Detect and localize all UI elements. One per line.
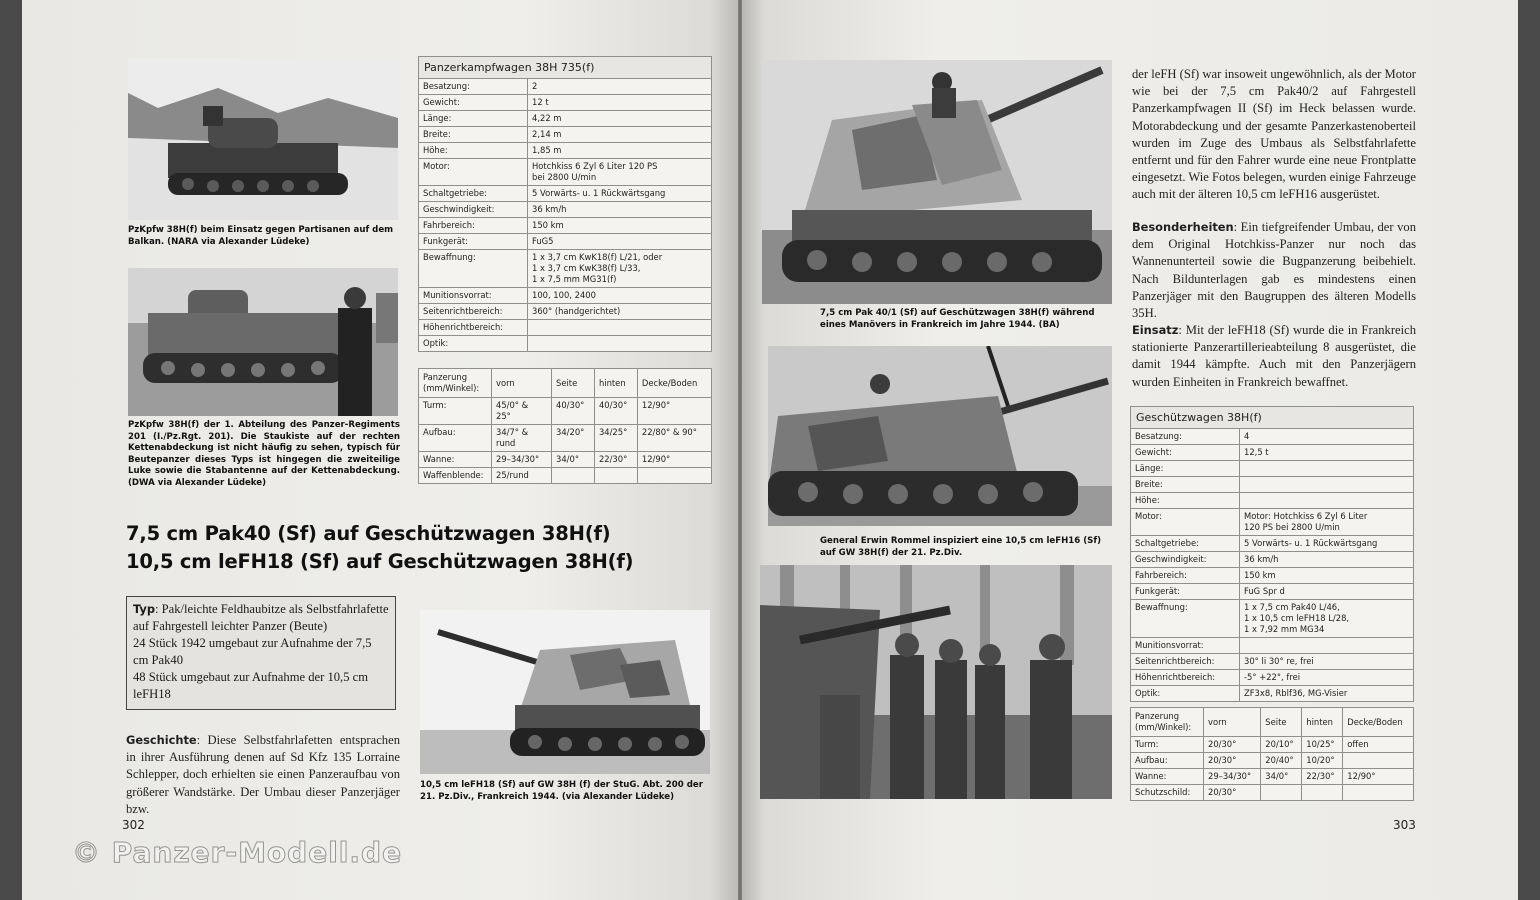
table-row: Waffenblende: 25/rund <box>419 468 712 484</box>
photo-lefh18-spg <box>420 610 710 774</box>
table-row: Geschwindigkeit: 36 km/h <box>1131 552 1414 568</box>
table-row: Aufbau: 34/7° & rund 34/20° 34/25° 22/80° & 90° <box>419 425 712 452</box>
armor-table <box>1130 707 1414 801</box>
right-page <box>742 0 1518 900</box>
photo-caption: 10,5 cm leFH18 (Sf) auf GW 38H (f) der StuG. Abt. 200 der 21. Pz.Div., Frankreich 1944. (via Alexander Lüdeke) <box>420 780 703 802</box>
table-row: Länge: <box>1131 461 1414 477</box>
photo-rommel-inspection <box>768 346 1112 526</box>
table-row: Geschwindigkeit: 36 km/h <box>419 202 712 218</box>
spec-table <box>1130 406 1414 702</box>
table-row: Motor: Motor: Hotchkiss 6 Zyl 6 Liter 120 PS bei 2800 U/min <box>1131 509 1414 536</box>
table-row: Funkgerät: FuG5 <box>419 234 712 250</box>
table-row: Munitionsvorrat: 100, 100, 2400 <box>419 288 712 304</box>
deployment-text: : Mit der leFH18 (Sf) wurde die in Frankreich stationierte Panzerartillerieabteilung 8 ausgerüstet, die damit 1944 kämpfte. Auch mit den Panzerjägern wurden Einheiten in Frankreich bewaffnet. <box>1132 323 1416 389</box>
table-row: Schutzschild: 20/30° <box>1131 785 1414 801</box>
history-label: Geschichte <box>126 733 197 747</box>
deployment-label: Einsatz <box>1132 323 1179 337</box>
table-row: Optik: ZF3x8, Rblf36, MG-Visier <box>1131 686 1414 702</box>
table-row: Besatzung: 2 <box>419 79 712 95</box>
table-row: Schaltgetriebe: 5 Vorwärts- u. 1 Rückwärtsgang <box>419 186 712 202</box>
type-info-box <box>126 596 396 710</box>
watermark: © Panzer-Modell.de <box>72 836 403 869</box>
table-row: Munitionsvorrat: <box>1131 638 1414 654</box>
headline-line-1: 7,5 cm Pak40 (Sf) auf Geschützwagen 38H(f) <box>126 522 611 545</box>
table-row: Besatzung: 4 <box>1131 429 1414 445</box>
table-row: Seitenrichtbereich: 30° li 30° re, frei <box>1131 654 1414 670</box>
intro-paragraph: der leFH (Sf) war insoweit ungewöhnlich, als der Motor wie bei der 7,5 cm Pak40/2 auf Fahrgestell Panzerkampfwagen II (Sf) im Heck belassen wurde. Motorabdeckung und der gesamte Panzerkastenoberteil wurden im Zuge des Umbaus als Selbstfahrlafette entfernt und für den Fahrer wurde eine neue Frontplatte eingesetzt. Wie Fotos belegen, wurden einige Fahrzeuge auch mit der älteren 10,5 cm leFH16 ausgerüstet. <box>1132 67 1416 202</box>
table-title: Panzerkampfwagen 38H 735(f) <box>419 57 712 79</box>
table-row: Höhe: <box>1131 493 1414 509</box>
table-row: Bewaffnung: 1 x 3,7 cm KwK18(f) L/21, oder 1 x 3,7 cm KwK38(f) L/33, 1 x 7,5 mm MG31(f) <box>419 250 712 288</box>
table-row: Höhenrichtbereich: <box>419 320 712 336</box>
left-page <box>22 0 738 900</box>
history-paragraph <box>126 732 400 818</box>
photo-pak40-manoever <box>762 60 1112 304</box>
page-number: 303 <box>1393 818 1416 832</box>
page-number: 302 <box>122 818 145 832</box>
table-row: Breite: <box>1131 477 1414 493</box>
photo-tank-balkan <box>128 58 398 220</box>
section-headline <box>126 520 633 576</box>
history-text: : Diese Selbstfahrlafetten entsprachen in ihrer Ausführung denen auf Sd Kfz 135 Lorraine Schlepper, doch erhielten sie einen Panzeraufbau von größerer Wandstärke. Der Umbau dieser Panzerjäger bzw. <box>126 733 400 816</box>
table-title: Geschützwagen 38H(f) <box>1131 407 1414 429</box>
photo-rommel-soldiers <box>760 565 1112 799</box>
table-row: Breite: 2,14 m <box>419 127 712 143</box>
features-text: : Ein tiefgreifender Umbau, der von dem Original Hotchkiss-Panzer nur noch das Wannenunterteil sowie die Bugpanzerung beibehielt. Nach Bildunterlagen gab es mindestens einen Panzerjäger mit den Baugruppen des älteren Modells 35H. <box>1132 220 1416 321</box>
table-row: Wanne: 29–34/30° 34/0° 22/30° 12/90° <box>419 452 712 468</box>
table-row: Funkgerät: FuG Spr d <box>1131 584 1414 600</box>
photo-caption: General Erwin Rommel inspiziert eine 10,5 cm leFH16 (Sf) auf GW 38H(f) der 21. Pz.Div. <box>820 536 1102 558</box>
table-row: Fahrbereich: 150 km <box>419 218 712 234</box>
photo-caption: PzKpfw 38H(f) beim Einsatz gegen Partisanen auf dem Balkan. (NARA via Alexander Lüdeke) <box>128 225 394 247</box>
photo-caption: 7,5 cm Pak 40/1 (Sf) auf Geschützwagen 38H(f) während eines Manövers in Frankreich im Jahre 1944. (BA) <box>820 308 1095 330</box>
headline-line-2: 10,5 cm leFH18 (Sf) auf Geschützwagen 38H(f) <box>126 550 634 573</box>
type-text: : Pak/leichte Feldhaubitze als Selbstfahrlafette auf Fahrgestell leichter Panzer (Beute) 24 Stück 1942 umgebaut zur Aufnahme der 7,5 cm Pak40 48 Stück umgebaut zur Aufnahme der 10,5 cm leFH18 <box>133 602 389 701</box>
table-row: Höhenrichtbereich: -5° +22°, frei <box>1131 670 1414 686</box>
deployment-paragraph <box>1132 322 1416 391</box>
photo-tank-regiment <box>128 268 398 416</box>
photo-caption: PzKpfw 38H(f) der 1. Abteilung des Panzer-Regiments 201 (I./Pz.Rgt. 201). Die Staukiste auf der rechten Kettenabdeckung ist nicht häufig zu sehen, typisch für Beutepanzer dieses Typs ist hingegen die zweiteilige Luke sowie die Stabantenne auf der Kettenabdeckung. (DWA via Alexander Lüdeke) <box>128 420 400 488</box>
table-row: Motor: Hotchkiss 6 Zyl 6 Liter 120 PS bei 2800 U/min <box>419 159 712 186</box>
table-row: Optik: <box>419 336 712 352</box>
table-row: Aufbau: 20/30° 20/40° 10/20° <box>1131 753 1414 769</box>
table-row: Turm: 45/0° & 25° 40/30° 40/30° 12/90° <box>419 398 712 425</box>
features-paragraph <box>1132 219 1416 322</box>
table-row: Wanne: 29–34/30° 34/0° 22/30° 12/90° <box>1131 769 1414 785</box>
table-row: Schaltgetriebe: 5 Vorwärts- u. 1 Rückwärtsgang <box>1131 536 1414 552</box>
table-row: Fahrbereich: 150 km <box>1131 568 1414 584</box>
type-label: Typ <box>133 602 155 616</box>
table-row: Turm: 20/30° 20/10° 10/25° offen <box>1131 737 1414 753</box>
table-row: Gewicht: 12 t <box>419 95 712 111</box>
table-row: Länge: 4,22 m <box>419 111 712 127</box>
armor-table <box>418 368 712 484</box>
table-row: Höhe: 1,85 m <box>419 143 712 159</box>
table-header-row: Panzerung (mm/Winkel): vorn Seite hinten Decke/Boden <box>1131 708 1414 737</box>
features-label: Besonderheiten <box>1132 220 1234 234</box>
spec-table <box>418 56 712 352</box>
table-header-row: Panzerung (mm/Winkel): vorn Seite hinten Decke/Boden <box>419 369 712 398</box>
table-row: Seitenrichtbereich: 360° (handgerichtet) <box>419 304 712 320</box>
table-row: Gewicht: 12,5 t <box>1131 445 1414 461</box>
table-row: Bewaffnung: 1 x 7,5 cm Pak40 L/46, 1 x 10,5 cm leFH18 L/28, 1 x 7,92 mm MG34 <box>1131 600 1414 638</box>
